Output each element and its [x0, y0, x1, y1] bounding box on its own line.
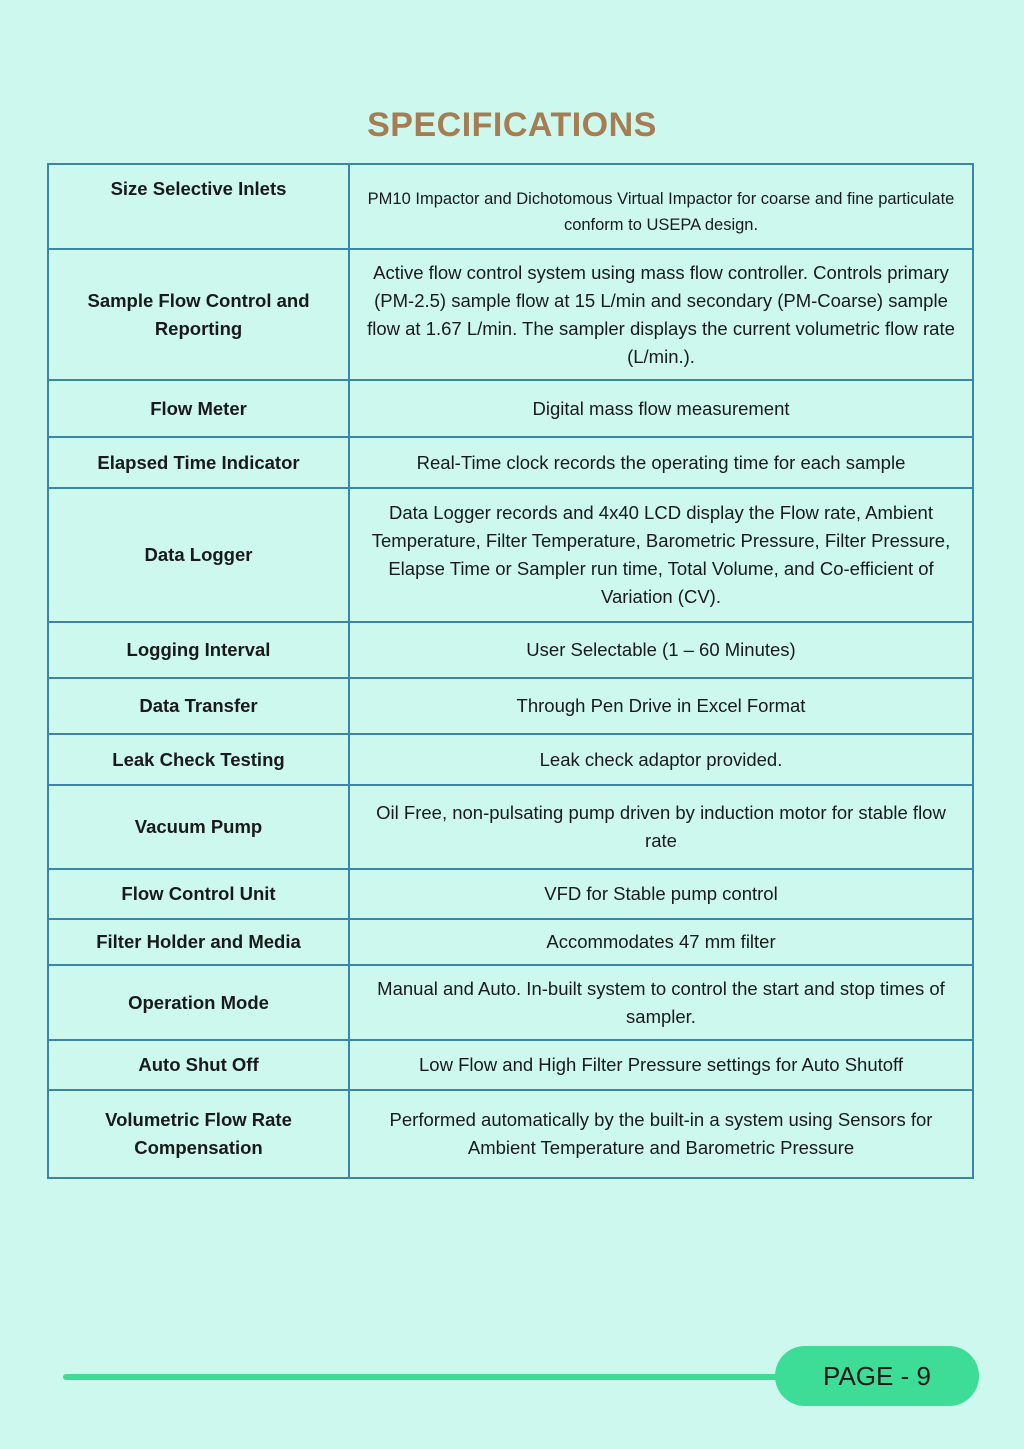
table-row [48, 488, 973, 622]
table-row [48, 622, 973, 678]
spec-value: Real-Time clock records the operating time for each sample [349, 437, 973, 488]
specifications-table [47, 163, 974, 1179]
spec-value: Through Pen Drive in Excel Format [349, 678, 973, 734]
spec-label: Auto Shut Off [48, 1040, 349, 1090]
spec-label: Logging Interval [48, 622, 349, 678]
spec-label: Leak Check Testing [48, 734, 349, 785]
spec-label: Vacuum Pump [48, 785, 349, 869]
table-row [48, 1040, 973, 1090]
table-row [48, 164, 973, 249]
spec-value: Oil Free, non-pulsating pump driven by induction motor for stable flow rate [349, 785, 973, 869]
spec-value: PM10 Impactor and Dichotomous Virtual Impactor for coarse and fine particulate conform to USEPA design. [349, 164, 973, 249]
spec-label: Elapsed Time Indicator [48, 437, 349, 488]
spec-value: Manual and Auto. In-built system to control the start and stop times of sampler. [349, 965, 973, 1040]
spec-value: User Selectable (1 – 60 Minutes) [349, 622, 973, 678]
spec-label: Data Transfer [48, 678, 349, 734]
table-row [48, 678, 973, 734]
table-row [48, 1090, 973, 1178]
spec-value: Leak check adaptor provided. [349, 734, 973, 785]
spec-value: Data Logger records and 4x40 LCD display the Flow rate, Ambient Temperature, Filter Temperature, Barometric Pressure, Filter Pressure, Elapse Time or Sampler run time, Total Volume, and Co-efficient of Variation (CV). [349, 488, 973, 622]
spec-value: Low Flow and High Filter Pressure settings for Auto Shutoff [349, 1040, 973, 1090]
page-number-badge [775, 1346, 979, 1406]
table-row [48, 785, 973, 869]
table-row [48, 919, 973, 965]
table-row [48, 734, 973, 785]
spec-value: Accommodates 47 mm filter [349, 919, 973, 965]
page-title: SPECIFICATIONS [367, 106, 657, 144]
spec-value: Performed automatically by the built-in a system using Sensors for Ambient Temperature and Barometric Pressure [349, 1090, 973, 1178]
footer-divider [63, 1374, 823, 1380]
spec-label: Data Logger [48, 488, 349, 622]
table-row [48, 869, 973, 919]
spec-value: Active flow control system using mass flow controller. Controls primary (PM-2.5) sample flow at 15 L/min and secondary (PM-Coarse) sample flow at 1.67 L/min. The sampler displays the current volumetric flow rate (L/min.). [349, 249, 973, 380]
spec-label: Filter Holder and Media [48, 919, 349, 965]
spec-label: Flow Meter [48, 380, 349, 437]
table-row [48, 437, 973, 488]
spec-value: Digital mass flow measurement [349, 380, 973, 437]
spec-label: Volumetric Flow Rate Compensation [48, 1090, 349, 1178]
page-number-label: PAGE - 9 [823, 1360, 931, 1391]
spec-label: Flow Control Unit [48, 869, 349, 919]
table-row [48, 965, 973, 1040]
table-row [48, 249, 973, 380]
spec-label: Sample Flow Control and Reporting [48, 249, 349, 380]
spec-label: Operation Mode [48, 965, 349, 1040]
spec-label: Size Selective Inlets [48, 164, 349, 249]
spec-value: VFD for Stable pump control [349, 869, 973, 919]
table-row [48, 380, 973, 437]
